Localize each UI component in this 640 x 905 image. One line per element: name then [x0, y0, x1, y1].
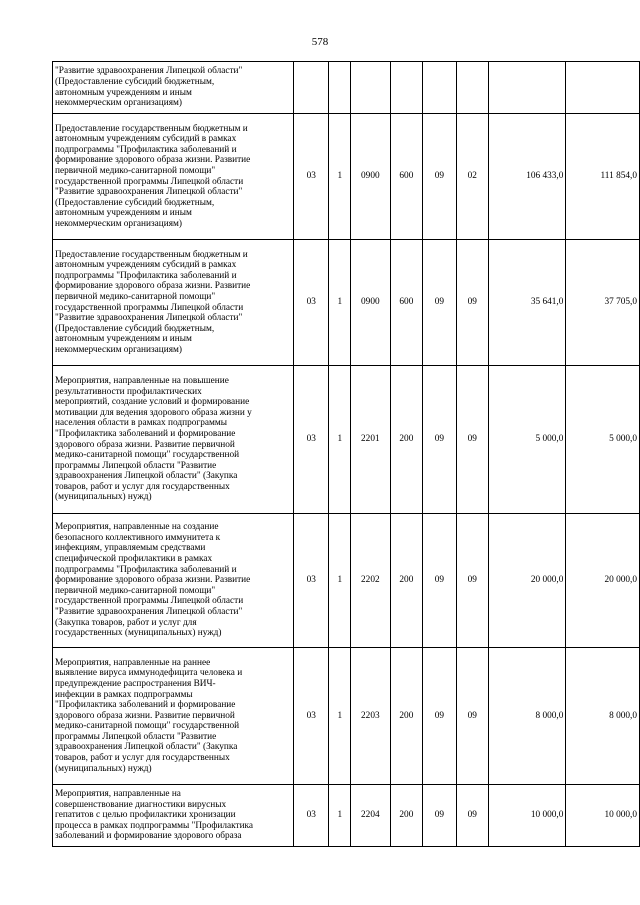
cell-amount-2 [566, 785, 640, 847]
cell-amount-2 [566, 366, 640, 514]
table-row [53, 114, 640, 240]
cell-code-1 [294, 240, 329, 366]
cell-code-4 [390, 62, 423, 114]
row-description-text: Предоставление государственным бюджетным и автономным учреждениям субсидий в рамках подпрограммы "Профилактика заболеваний и формирование здорового образа жизни. Развитие первичной медико-санитарной помощи" государственной программы Липецкой области "Развитие здравоохранения Липецкой области" (Предоставление субсидий бюджетным, автономным учреждениям и иным некоммерческим организациям) [55, 123, 251, 229]
cell-code-1-text: 03 [306, 171, 316, 182]
cell-amount-2-text: 8 000,0 [609, 710, 637, 721]
row-description-text: Мероприятия, направленные на повышение результативности профилактических мероприятий, создание условий и формирование мотивации для ведения здорового образа жизни у населения области в рамках подпрограммы "Профилактика заболеваний и формирование здорового образа жизни. Развитие первичной медико-санитарной помощи" государственной программы Липецкой области "Развитие здравоохранения Липецкой области" (Закупка товаров, работ и услуг для государственных (муниципальных) нужд) [55, 375, 252, 503]
cell-code-1 [294, 648, 329, 785]
cell-code-4-text: 600 [399, 297, 414, 308]
cell-code-2-text: 1 [337, 575, 343, 586]
cell-code-4 [390, 514, 423, 648]
cell-code-4 [390, 240, 423, 366]
cell-code-3 [351, 240, 391, 366]
cell-code-4 [390, 366, 423, 514]
cell-code-3 [351, 785, 391, 847]
row-description [53, 648, 294, 785]
row-description [53, 366, 294, 514]
cell-code-6-text: 09 [467, 434, 477, 445]
cell-code-5 [423, 514, 456, 648]
cell-amount-2-text: 111 854,0 [600, 171, 637, 182]
cell-code-3 [351, 366, 391, 514]
cell-amount-2 [566, 240, 640, 366]
cell-code-3 [351, 514, 391, 648]
cell-code-5-text: 09 [434, 575, 444, 586]
cell-code-5-text: 09 [434, 297, 444, 308]
cell-amount-1 [489, 366, 566, 514]
cell-code-4 [390, 785, 423, 847]
cell-amount-1-text: 106 433,0 [526, 171, 564, 182]
cell-code-6-text: 09 [467, 575, 477, 586]
cell-code-2 [329, 240, 351, 366]
cell-amount-1 [489, 240, 566, 366]
cell-code-5-text: 09 [434, 171, 444, 182]
cell-amount-2 [566, 648, 640, 785]
cell-amount-2 [566, 62, 640, 114]
cell-code-5-text: 09 [434, 810, 444, 821]
row-description [53, 62, 294, 114]
cell-code-5 [423, 114, 456, 240]
cell-code-1-text: 03 [306, 810, 316, 821]
table-body [53, 62, 640, 847]
cell-amount-1 [489, 785, 566, 847]
cell-code-2 [329, 114, 351, 240]
cell-code-5-text: 09 [434, 434, 444, 445]
cell-code-1 [294, 514, 329, 648]
cell-code-6-text: 02 [467, 171, 477, 182]
budget-table [52, 61, 640, 847]
cell-amount-1-text: 10 000,0 [530, 810, 564, 821]
cell-code-1-text: 03 [306, 710, 316, 721]
row-description [53, 514, 294, 648]
row-description-text: Мероприятия, направленные на совершенствование диагностики вирусных гепатитов с целью профилактики хронизации процесса в рамках подпрограммы "Профилактика заболеваний и формирование здорового образа [55, 789, 254, 842]
cell-amount-1 [489, 62, 566, 114]
table-row [53, 62, 640, 114]
cell-code-2-text: 1 [337, 710, 343, 721]
cell-code-2-text: 1 [337, 434, 343, 445]
table-row [53, 240, 640, 366]
cell-code-4 [390, 114, 423, 240]
row-description [53, 240, 294, 366]
table-row [53, 648, 640, 785]
cell-code-6-text: 09 [467, 810, 477, 821]
cell-code-1 [294, 62, 329, 114]
cell-code-1 [294, 366, 329, 514]
cell-code-2 [329, 648, 351, 785]
cell-code-6-text: 09 [467, 710, 477, 721]
row-description-text: Мероприятия, направленные на раннее выявление вируса иммунодефицита человека и предупреждение распространения ВИЧ- инфекции в рамках подпрограммы "Профилактика заболеваний и формирование здорового образа жизни. Развитие первичной медико-санитарной помощи" государственной программы Липецкой области "Развитие здравоохранения Липецкой области" (Закупка товаров, работ и услуг для государственных (муниципальных) нужд) [55, 657, 243, 774]
cell-code-5 [423, 648, 456, 785]
cell-code-3-text: 2202 [361, 575, 380, 586]
row-description [53, 785, 294, 847]
cell-code-5 [423, 240, 456, 366]
cell-code-4-text: 200 [399, 810, 414, 821]
cell-code-3-text: 0900 [361, 297, 380, 308]
cell-code-2 [329, 62, 351, 114]
cell-code-3 [351, 648, 391, 785]
cell-code-6 [456, 648, 488, 785]
cell-code-3 [351, 62, 391, 114]
cell-code-1-text: 03 [306, 297, 316, 308]
row-description-text: "Развитие здравоохранения Липецкой области" (Предоставление субсидий бюджетным, автономным учреждениям и иным некоммерческим организациям) [55, 66, 243, 109]
cell-amount-2-text: 37 705,0 [604, 297, 637, 308]
cell-amount-2 [566, 514, 640, 648]
row-description-text: Мероприятия, направленные на создание безопасного коллективного иммунитета к инфекциям, управляемым средствами специфической профилактики в рамках подпрограммы "Профилактика заболеваний и формирование здорового образа жизни. Развитие первичной медико-санитарной помощи" государственной программы Липецкой области "Развитие здравоохранения Липецкой области" (Закупка товаров, работ и услуг для государственных (муниципальных) нужд) [55, 522, 251, 639]
cell-code-1 [294, 785, 329, 847]
cell-amount-2-text: 5 000,0 [609, 434, 637, 445]
cell-code-4-text: 200 [399, 575, 414, 586]
cell-code-4 [390, 648, 423, 785]
cell-code-3-text: 2203 [361, 710, 380, 721]
cell-code-4-text: 200 [399, 434, 414, 445]
cell-code-3-text: 0900 [361, 171, 380, 182]
cell-code-6-text: 09 [467, 297, 477, 308]
row-description-text: Предоставление государственным бюджетным и автономным учреждениям субсидий в рамках подпрограммы "Профилактика заболеваний и формирование здорового образа жизни. Развитие первичной медико-санитарной помощи" государственной программы Липецкой области "Развитие здравоохранения Липецкой области" (Предоставление субсидий бюджетным, автономным учреждениям и иным некоммерческим организациям) [55, 249, 251, 355]
cell-code-2-text: 1 [337, 171, 343, 182]
cell-code-6 [456, 62, 488, 114]
cell-amount-2-text: 20 000,0 [604, 575, 637, 586]
cell-code-5 [423, 785, 456, 847]
cell-code-6 [456, 240, 488, 366]
cell-amount-2 [566, 114, 640, 240]
cell-amount-1-text: 5 000,0 [535, 434, 564, 445]
cell-code-3-text: 2204 [361, 810, 380, 821]
cell-code-5-text: 09 [434, 710, 444, 721]
cell-amount-1 [489, 514, 566, 648]
cell-code-3 [351, 114, 391, 240]
cell-code-2 [329, 514, 351, 648]
cell-amount-1 [489, 648, 566, 785]
cell-amount-1 [489, 114, 566, 240]
cell-code-2-text: 1 [337, 810, 343, 821]
cell-amount-2-text: 10 000,0 [604, 810, 637, 821]
cell-amount-1-text: 20 000,0 [530, 575, 564, 586]
cell-code-6 [456, 366, 488, 514]
cell-code-4-text: 200 [399, 710, 414, 721]
table-row [53, 366, 640, 514]
cell-code-2-text: 1 [337, 297, 343, 308]
cell-code-6 [456, 514, 488, 648]
cell-amount-1-text: 35 641,0 [530, 297, 564, 308]
cell-code-1-text: 03 [306, 575, 316, 586]
cell-amount-1-text: 8 000,0 [535, 710, 564, 721]
table-row [53, 785, 640, 847]
cell-code-1-text: 03 [306, 434, 316, 445]
cell-code-2 [329, 366, 351, 514]
cell-code-4-text: 600 [399, 171, 414, 182]
cell-code-6 [456, 785, 488, 847]
table-row [53, 514, 640, 648]
cell-code-1 [294, 114, 329, 240]
cell-code-2 [329, 785, 351, 847]
cell-code-3-text: 2201 [361, 434, 380, 445]
cell-code-5 [423, 62, 456, 114]
cell-code-5 [423, 366, 456, 514]
page-number: 578 [311, 36, 329, 48]
row-description [53, 114, 294, 240]
cell-code-6 [456, 114, 488, 240]
